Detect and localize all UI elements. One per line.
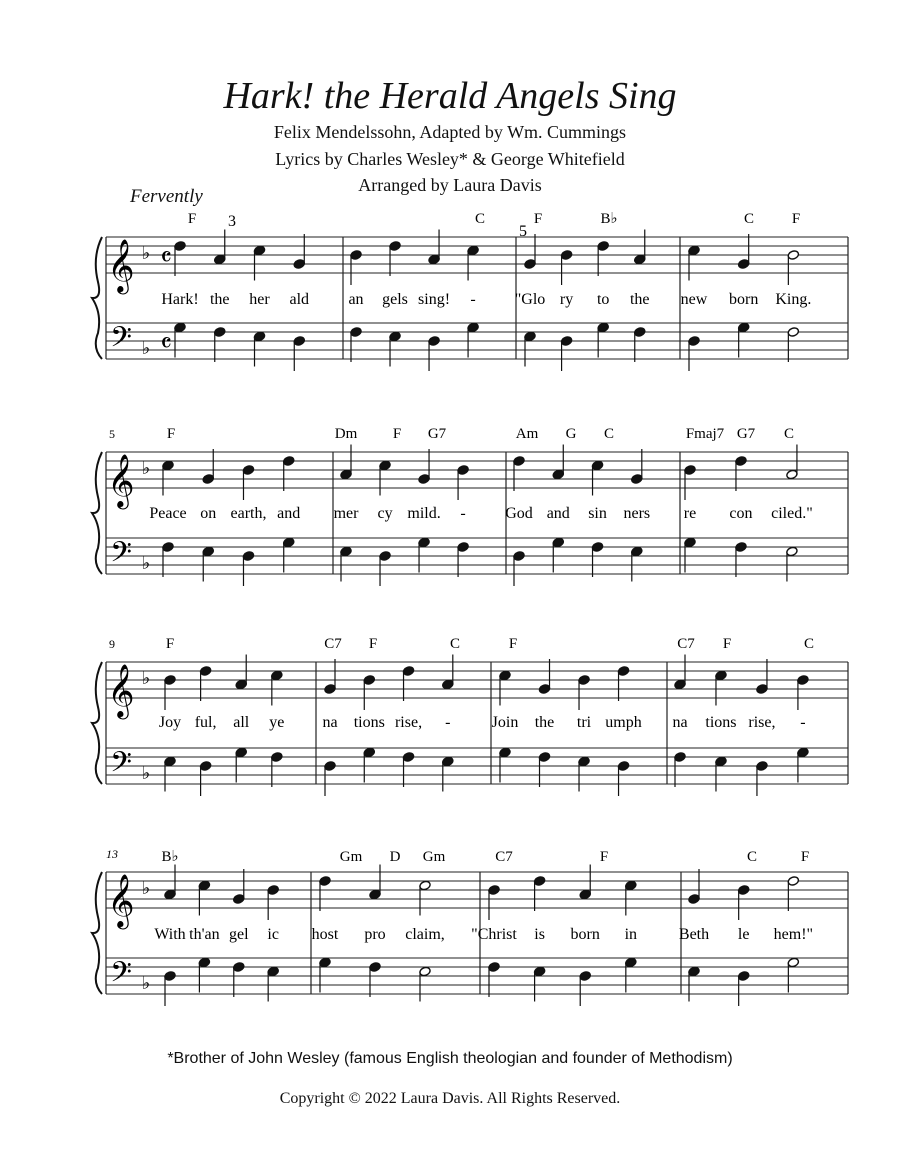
lyric-syllable: tions bbox=[705, 714, 737, 731]
lyric-syllable: the bbox=[629, 291, 650, 308]
note-head bbox=[737, 971, 749, 982]
note-head bbox=[164, 675, 176, 686]
lyric-syllable: host bbox=[311, 926, 339, 943]
note-head bbox=[293, 259, 305, 270]
lyric-syllable: tions bbox=[353, 714, 385, 731]
note-head bbox=[389, 331, 401, 342]
lyric-syllable: and bbox=[546, 505, 570, 522]
note-head bbox=[617, 761, 629, 772]
note-head bbox=[199, 666, 211, 677]
note-head bbox=[715, 670, 727, 681]
note-head bbox=[389, 241, 401, 252]
lyric-syllable: God bbox=[505, 505, 533, 522]
chord-symbol: C bbox=[803, 636, 815, 652]
lyric-syllable: hem!" bbox=[773, 926, 814, 943]
note-head bbox=[737, 322, 749, 333]
note-head bbox=[340, 546, 352, 557]
lyric-syllable: "Glo bbox=[514, 291, 546, 308]
lyric-syllable: tri bbox=[576, 714, 592, 731]
lyric-syllable: rise, bbox=[394, 714, 423, 731]
common-time-icon: 𝄴 bbox=[160, 329, 172, 358]
note-head bbox=[787, 876, 799, 887]
note-head bbox=[513, 456, 525, 467]
chord-symbol: F bbox=[508, 636, 518, 652]
lyric-syllable: the bbox=[534, 714, 555, 731]
chord-symbol: F bbox=[722, 636, 732, 652]
flat-icon: ♭ bbox=[141, 553, 151, 573]
note-head bbox=[242, 465, 254, 476]
note-head bbox=[737, 885, 749, 896]
note-head bbox=[533, 876, 545, 887]
note-head bbox=[419, 880, 431, 891]
note-head bbox=[319, 957, 331, 968]
chord-symbol: B♭ bbox=[161, 849, 179, 865]
system-brace bbox=[92, 872, 102, 994]
chord-symbol: F bbox=[187, 211, 197, 227]
note-head bbox=[499, 747, 511, 758]
note-head bbox=[499, 670, 511, 681]
bass-clef-icon: 𝄢 bbox=[110, 748, 132, 785]
lyric-syllable: mer bbox=[333, 505, 359, 522]
chord-symbol: G7 bbox=[736, 426, 756, 442]
flat-icon: ♭ bbox=[141, 763, 151, 783]
lyric-syllable: on bbox=[200, 505, 217, 522]
note-head bbox=[340, 469, 352, 480]
bass-clef-icon: 𝄢 bbox=[110, 538, 132, 575]
flat-icon: ♭ bbox=[141, 338, 151, 358]
note-head bbox=[591, 460, 603, 471]
lyric-syllable: claim, bbox=[405, 926, 445, 943]
note-head bbox=[560, 250, 572, 261]
chord-symbol: G bbox=[565, 426, 577, 442]
treble-clef-icon: 𝄞 bbox=[107, 240, 135, 291]
common-time-icon: 𝄴 bbox=[160, 243, 172, 272]
lyric-syllable: sing! bbox=[418, 291, 451, 308]
bass-clef-icon: 𝄢 bbox=[110, 323, 132, 360]
note-head bbox=[174, 322, 186, 333]
note-head bbox=[634, 327, 646, 338]
lyric-syllable: pro bbox=[364, 926, 386, 943]
note-head bbox=[214, 327, 226, 338]
note-head bbox=[688, 894, 700, 905]
note-head bbox=[402, 666, 414, 677]
system-brace bbox=[92, 662, 102, 784]
note-head bbox=[442, 756, 454, 767]
lyric-syllable: an bbox=[348, 291, 364, 308]
footnote: *Brother of John Wesley (famous English theologian and founder of Methodism) bbox=[167, 1050, 733, 1067]
chord-symbol: Gm bbox=[339, 849, 363, 865]
chord-symbol: G7 bbox=[427, 426, 447, 442]
chord-symbol: Fmaj7 bbox=[685, 426, 725, 442]
lyric-syllable: born bbox=[729, 291, 759, 308]
lyric-syllable: to bbox=[596, 291, 610, 308]
lyric-syllable: ners bbox=[623, 505, 651, 522]
note-head bbox=[735, 456, 747, 467]
note-head bbox=[524, 259, 536, 270]
note-head bbox=[174, 241, 186, 252]
note-head bbox=[457, 542, 469, 553]
note-head bbox=[735, 542, 747, 553]
note-head bbox=[164, 756, 176, 767]
note-head bbox=[233, 894, 245, 905]
treble-clef-icon: 𝄞 bbox=[107, 875, 135, 926]
note-head bbox=[631, 546, 643, 557]
note-head bbox=[363, 747, 375, 758]
note-head bbox=[797, 675, 809, 686]
note-head bbox=[578, 756, 590, 767]
chord-symbol: F bbox=[166, 426, 176, 442]
note-head bbox=[164, 971, 176, 982]
note-head bbox=[756, 684, 768, 695]
note-head bbox=[533, 966, 545, 977]
chord-symbol: C7 bbox=[677, 636, 695, 652]
lyric-syllable: na bbox=[672, 714, 688, 731]
note-head bbox=[379, 551, 391, 562]
note-head bbox=[688, 245, 700, 256]
note-head bbox=[467, 245, 479, 256]
note-head bbox=[350, 250, 362, 261]
note-head bbox=[488, 962, 500, 973]
note-head bbox=[253, 331, 265, 342]
note-head bbox=[579, 889, 591, 900]
note-head bbox=[579, 971, 591, 982]
lyric-syllable: Joy bbox=[158, 714, 182, 731]
lyric-syllable: cy bbox=[377, 505, 393, 522]
chord-symbol: F bbox=[800, 849, 810, 865]
bass-clef-icon: 𝄢 bbox=[110, 958, 132, 995]
note-head bbox=[715, 756, 727, 767]
note-head bbox=[402, 752, 414, 763]
note-head bbox=[625, 957, 637, 968]
lyric-syllable: - bbox=[470, 291, 476, 308]
chord-symbol: Gm bbox=[422, 849, 446, 865]
note-head bbox=[625, 880, 637, 891]
chord-symbol: F bbox=[533, 211, 543, 227]
note-head bbox=[597, 322, 609, 333]
lyricist-credit: Lyrics by Charles Wesley* & George Whitefield bbox=[275, 149, 625, 169]
note-head bbox=[369, 962, 381, 973]
note-head bbox=[578, 675, 590, 686]
note-head bbox=[428, 254, 440, 265]
note-head bbox=[617, 666, 629, 677]
lyric-syllable: earth, bbox=[230, 505, 267, 522]
note-head bbox=[538, 752, 550, 763]
lyric-syllable: her bbox=[249, 291, 270, 308]
note-head bbox=[631, 474, 643, 485]
flat-icon: ♭ bbox=[141, 243, 151, 263]
chord-symbol: C bbox=[746, 849, 758, 865]
measure-number: 9 bbox=[109, 637, 115, 651]
note-head bbox=[324, 761, 336, 772]
system-brace bbox=[92, 237, 102, 359]
note-head bbox=[162, 542, 174, 553]
measure-number: 5 bbox=[109, 427, 115, 441]
note-head bbox=[293, 336, 305, 347]
note-head bbox=[418, 474, 430, 485]
note-head bbox=[418, 537, 430, 548]
note-head bbox=[786, 469, 798, 480]
note-head bbox=[198, 880, 210, 891]
composer-credit: Felix Mendelssohn, Adapted by Wm. Cummings bbox=[273, 122, 627, 142]
note-head bbox=[253, 245, 265, 256]
lyric-syllable: umph bbox=[605, 714, 642, 731]
lyric-syllable: ciled." bbox=[771, 505, 813, 522]
copyright-notice: Copyright © 2022 Laura Davis. All Rights Reserved. bbox=[279, 1090, 621, 1107]
note-head bbox=[283, 537, 295, 548]
lyric-syllable: the bbox=[209, 291, 230, 308]
note-head bbox=[488, 885, 500, 896]
note-head bbox=[634, 254, 646, 265]
lyric-syllable: re bbox=[683, 505, 697, 522]
lyric-syllable: gel bbox=[229, 926, 249, 943]
measure-number: 13 bbox=[106, 847, 118, 861]
lyric-syllable: Peace bbox=[149, 505, 187, 522]
chord-symbol: Dm bbox=[334, 426, 358, 442]
flat-icon: ♭ bbox=[141, 878, 151, 898]
note-head bbox=[271, 752, 283, 763]
tempo-marking: Fervently bbox=[130, 186, 203, 207]
note-head bbox=[283, 456, 295, 467]
note-head bbox=[428, 336, 440, 347]
note-head bbox=[442, 679, 454, 690]
note-head bbox=[199, 761, 211, 772]
lyric-syllable: Join bbox=[491, 714, 519, 731]
note-head bbox=[267, 966, 279, 977]
note-head bbox=[787, 327, 799, 338]
chord-symbol: F bbox=[165, 636, 175, 652]
note-head bbox=[538, 684, 550, 695]
lyric-syllable: ful, bbox=[194, 714, 217, 731]
note-head bbox=[674, 752, 686, 763]
note-head bbox=[467, 322, 479, 333]
lyric-syllable: ic bbox=[267, 926, 279, 943]
note-head bbox=[369, 889, 381, 900]
lyric-syllable: th'an bbox=[189, 926, 220, 943]
lyric-syllable: ald bbox=[289, 291, 310, 308]
fingering-number: 5 bbox=[519, 223, 527, 240]
lyric-syllable: in bbox=[624, 926, 638, 943]
chord-symbol: C bbox=[449, 636, 461, 652]
chord-symbol: F bbox=[368, 636, 378, 652]
note-head bbox=[350, 327, 362, 338]
flat-icon: ♭ bbox=[141, 973, 151, 993]
lyric-syllable: and bbox=[277, 505, 301, 522]
note-head bbox=[786, 546, 798, 557]
lyric-syllable: le bbox=[737, 926, 750, 943]
note-head bbox=[513, 551, 525, 562]
note-head bbox=[324, 684, 336, 695]
treble-clef-icon: 𝄞 bbox=[107, 665, 135, 716]
lyric-syllable: gels bbox=[382, 291, 408, 308]
note-head bbox=[524, 331, 536, 342]
note-head bbox=[737, 259, 749, 270]
note-head bbox=[684, 465, 696, 476]
lyric-syllable: - bbox=[800, 714, 806, 731]
lyric-syllable: is bbox=[534, 926, 545, 943]
lyric-syllable: con bbox=[729, 505, 753, 522]
treble-clef-icon: 𝄞 bbox=[107, 455, 135, 506]
flat-icon: ♭ bbox=[141, 458, 151, 478]
lyric-syllable: Beth bbox=[678, 926, 710, 943]
note-head bbox=[591, 542, 603, 553]
chord-symbol: C7 bbox=[495, 849, 513, 865]
chord-symbol: Am bbox=[515, 426, 539, 442]
note-head bbox=[202, 474, 214, 485]
note-head bbox=[684, 537, 696, 548]
note-head bbox=[688, 966, 700, 977]
note-head bbox=[271, 670, 283, 681]
flat-icon: ♭ bbox=[141, 668, 151, 688]
note-head bbox=[267, 885, 279, 896]
note-head bbox=[319, 876, 331, 887]
lyric-syllable: new bbox=[680, 291, 708, 308]
note-head bbox=[214, 254, 226, 265]
note-head bbox=[552, 469, 564, 480]
lyric-syllable: "Christ bbox=[471, 926, 517, 943]
lyric-syllable: With bbox=[154, 926, 186, 943]
lyric-syllable: ry bbox=[559, 291, 574, 308]
note-head bbox=[797, 747, 809, 758]
chord-symbol: F bbox=[599, 849, 609, 865]
lyric-syllable: born bbox=[570, 926, 600, 943]
lyric-syllable: na bbox=[322, 714, 338, 731]
note-head bbox=[162, 460, 174, 471]
note-head bbox=[164, 889, 176, 900]
lyric-syllable: - bbox=[460, 505, 466, 522]
lyric-syllable: all bbox=[233, 714, 250, 731]
note-head bbox=[597, 241, 609, 252]
chord-symbol: B♭ bbox=[600, 211, 618, 227]
note-head bbox=[242, 551, 254, 562]
note-head bbox=[688, 336, 700, 347]
lyric-syllable: ye bbox=[269, 714, 285, 731]
chord-symbol: F bbox=[791, 211, 801, 227]
note-head bbox=[787, 957, 799, 968]
chord-symbol: C7 bbox=[324, 636, 342, 652]
note-head bbox=[457, 465, 469, 476]
note-head bbox=[787, 250, 799, 261]
note-head bbox=[379, 460, 391, 471]
chord-symbol: C bbox=[743, 211, 755, 227]
note-head bbox=[363, 675, 375, 686]
lyric-syllable: Hark! bbox=[161, 291, 199, 308]
chord-symbol: C bbox=[474, 211, 486, 227]
song-title: Hark! the Herald Angels Sing bbox=[223, 75, 677, 117]
note-head bbox=[198, 957, 210, 968]
note-head bbox=[235, 747, 247, 758]
note-head bbox=[202, 546, 214, 557]
lyric-syllable: mild. bbox=[407, 505, 441, 522]
chord-symbol: C bbox=[783, 426, 795, 442]
note-head bbox=[235, 679, 247, 690]
chord-symbol: D bbox=[389, 849, 401, 865]
system-brace bbox=[92, 452, 102, 574]
note-head bbox=[419, 966, 431, 977]
chord-symbol: C bbox=[603, 426, 615, 442]
lyric-syllable: rise, bbox=[748, 714, 776, 731]
note-head bbox=[552, 537, 564, 548]
note-head bbox=[233, 962, 245, 973]
lyric-syllable: King. bbox=[775, 291, 812, 308]
chord-symbol: F bbox=[392, 426, 402, 442]
fingering-number: 3 bbox=[228, 213, 236, 230]
note-head bbox=[674, 679, 686, 690]
note-head bbox=[560, 336, 572, 347]
note-head bbox=[756, 761, 768, 772]
lyric-syllable: sin bbox=[588, 505, 607, 522]
lyric-syllable: - bbox=[445, 714, 451, 731]
arranger-credit: Arranged by Laura Davis bbox=[358, 175, 542, 195]
